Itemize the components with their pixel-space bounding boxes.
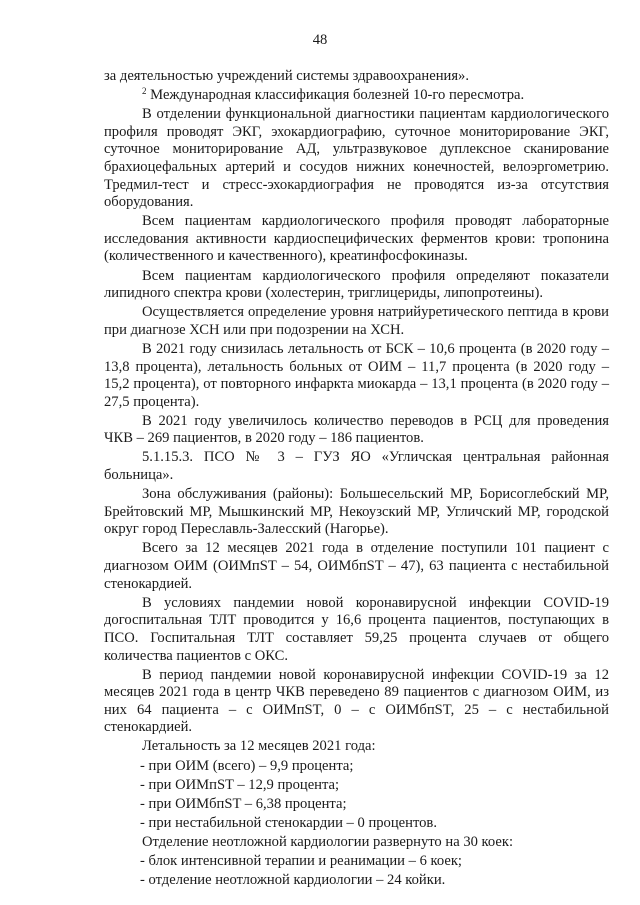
paragraph: Осуществляется определение уровня натрийуретического пептида в крови при диагнозе ХСН или при подозрении на ХСН. [104, 304, 609, 338]
list-item: - при нестабильной стенокардии – 0 процентов. [140, 814, 437, 831]
paragraph: Зона обслуживания (районы): Большесельский МР, Борисоглебский МР, Брейтовский МР, Мышкинский МР, Некоузский МР, Угличский МР, городской округ город Переславль-Залесский (Нагорье). [104, 486, 609, 538]
paragraph: В 2021 году снизилась летальность от БСК – 10,6 процента (в 2020 году – 13,8 процента), летальность больных от ОИМ – 11,7 процента (в 2020 году – 15,2 процента), от повторного инфаркта миокарда – 13,1 процента (в 2020 году – 27,5 процента). [104, 340, 609, 410]
list-item: - при ОИМпST – 12,9 процента; [140, 776, 340, 793]
footnote-marker: 2 [142, 86, 147, 97]
paragraph: В период пандемии новой коронавирусной инфекции COVID-19 за 12 месяцев 2021 года в центр ЧКВ переведено 89 пациентов с диагнозом ОИМ, из них 64 пациента – с ОИМпST, 0 – с ОИМбпST, 25 – с нестабильной стенокардией. [104, 666, 609, 736]
paragraph: Всем пациентам кардиологического профиля проводят лабораторные исследования активности кардиоспецифических ферментов крови: тропонина (количественного и качественного), креатинфосфокиназы. [104, 213, 609, 265]
paragraph: В условиях пандемии новой коронавирусной инфекции COVID-19 догоспитальная ТЛТ проводится у 16,6 процента пациентов, поступающих в ПСО. Госпитальная ТЛТ составляет 59,25 процента случаев от общего количества пациентов с ОКС. [104, 594, 609, 664]
paragraph: В 2021 году увеличилось количество переводов в РСЦ для проведения ЧКВ – 269 пациентов, в 2020 году – 186 пациентов. [104, 412, 609, 447]
paragraph: В отделении функциональной диагностики пациентам кардиологического профиля проводят ЭКГ, эхокардиографию, суточное мониторирование ЭКГ, суточное мониторирование АД, ультразвуковое дуплексное сканирование брахиоцефальных артерий и сосудов нижних конечностей, велоэргометрию. Тредмил-тест и стресс-эхокардиография не проводятся из-за отсутствия оборудования. [104, 106, 609, 211]
list-heading: Отделение неотложной кардиологии развернуто на 30 коек: [142, 833, 514, 850]
page-number: 48 [312, 32, 328, 48]
section-heading: 5.1.15.3. ПСО № 3 – ГУЗ ЯО «Угличская центральная районная больница». [104, 449, 609, 484]
document-body [104, 68, 609, 891]
list-item: - при ОИМбпST – 6,38 процента; [140, 795, 347, 812]
paragraph: Всем пациентам кардиологического профиля определяют показатели липидного спектра крови (холестерин, триглицериды, липопротеины). [104, 267, 609, 302]
list-heading: Летальность за 12 месяцев 2021 года: [142, 738, 376, 755]
list-item: - при ОИМ (всего) – 9,9 процента; [140, 757, 354, 774]
list-item: - блок интенсивной терапии и реанимации – 6 коек; [140, 853, 462, 870]
footnote-text: Международная классификация болезней 10-го пересмотра. [150, 87, 525, 104]
footnote [104, 87, 609, 105]
paragraph: Всего за 12 месяцев 2021 года в отделение поступили 101 пациент с диагнозом ОИМ (ОИМпST – 54, ОИМбпST – 47), 63 пациента с нестабильной стенокардией. [104, 540, 609, 592]
paragraph: за деятельностью учреждений системы здравоохранения». [104, 68, 469, 84]
list-item: - отделение неотложной кардиологии – 24 койки. [140, 872, 446, 889]
